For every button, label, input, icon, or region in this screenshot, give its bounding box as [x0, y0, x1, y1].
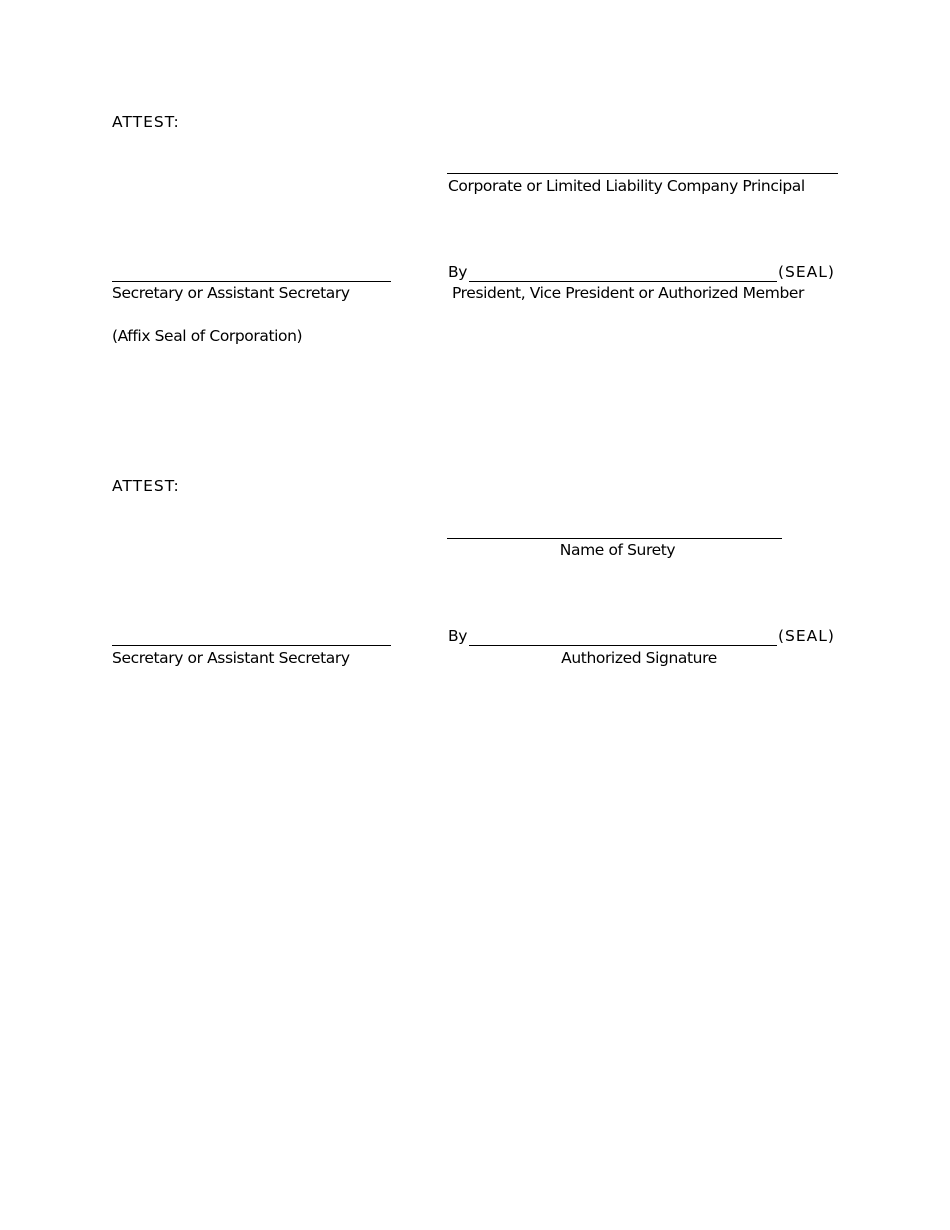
by-label: By	[448, 627, 468, 645]
attest-label: ATTEST:	[112, 477, 180, 495]
surety-name-line	[447, 538, 782, 539]
secretary-caption: Secretary or Assistant Secretary	[112, 649, 350, 667]
principal-caption: Corporate or Limited Liability Company Principal	[448, 177, 805, 195]
signer-caption: President, Vice President or Authorized Member	[452, 284, 805, 302]
signer-signature-line	[469, 281, 777, 282]
secretary-signature-line	[112, 645, 391, 646]
by-label: By	[448, 263, 468, 281]
authorized-signature-caption: Authorized Signature	[561, 649, 717, 667]
attest-label: ATTEST:	[112, 113, 180, 131]
secretary-signature-line	[112, 281, 391, 282]
authorized-signature-line	[469, 645, 777, 646]
secretary-caption: Secretary or Assistant Secretary	[112, 284, 350, 302]
seal-label: (SEAL)	[778, 263, 835, 281]
principal-name-line	[447, 173, 838, 174]
seal-label: (SEAL)	[778, 627, 835, 645]
surety-caption: Name of Surety	[559, 541, 676, 559]
affix-seal-note: (Affix Seal of Corporation)	[112, 327, 303, 345]
